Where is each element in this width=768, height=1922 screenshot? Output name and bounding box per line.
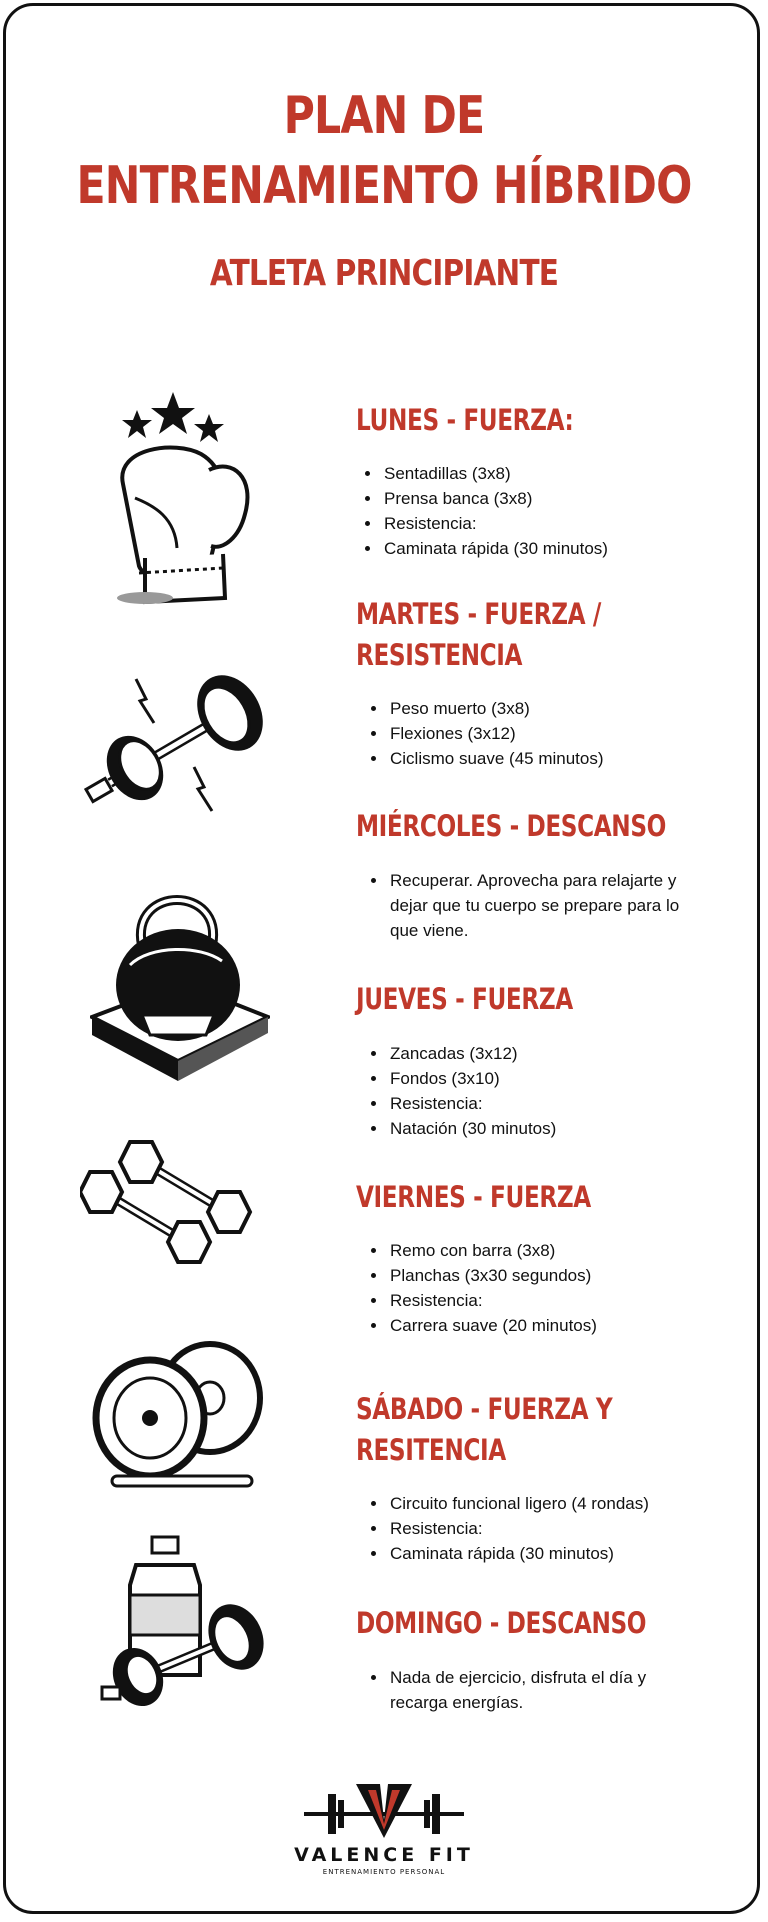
brand-tagline: ENTRENAMIENTO PERSONAL bbox=[322, 1868, 446, 1876]
day-list-wednesday bbox=[366, 868, 688, 943]
list-item: • Recuperar. Aprovecha para relajarte y dejar que tu cuerpo se prepare para lo que viene. bbox=[388, 868, 688, 943]
dumbbells-icon bbox=[80, 1138, 280, 1278]
boxing-glove-icon bbox=[105, 388, 265, 613]
day-title-thursday: JUEVES - FUERZA bbox=[356, 982, 573, 1016]
water-bottle-dumbbell-icon bbox=[100, 1535, 270, 1715]
weight-plates-icon bbox=[92, 1340, 272, 1490]
list-item: • Remo con barra (3x8) bbox=[388, 1238, 597, 1263]
list-item: • Flexiones (3x12) bbox=[388, 721, 604, 746]
page-title-line-1: PLAN DE bbox=[283, 86, 485, 146]
list-item: • Peso muerto (3x8) bbox=[388, 696, 604, 721]
day-list-sunday bbox=[366, 1665, 708, 1715]
day-list-monday bbox=[360, 461, 608, 561]
kettlebell-icon bbox=[90, 875, 270, 1090]
list-item: • Planchas (3x30 segundos) bbox=[388, 1263, 597, 1288]
list-item: • Sentadillas (3x8) bbox=[382, 461, 608, 486]
list-item: • Resistencia: bbox=[388, 1516, 649, 1541]
day-title-friday: VIERNES - FUERZA bbox=[356, 1180, 591, 1214]
day-title-sunday: DOMINGO - DESCANSO bbox=[356, 1606, 647, 1640]
list-item: • Zancadas (3x12) bbox=[388, 1041, 556, 1066]
day-list-saturday bbox=[366, 1491, 649, 1566]
brand-name: VALENCE FIT bbox=[294, 1844, 474, 1866]
page-title-line-2: ENTRENAMIENTO HÍBRIDO bbox=[76, 156, 692, 216]
day-title-tuesday-line-2: RESISTENCIA bbox=[356, 638, 523, 672]
day-list-thursday bbox=[366, 1041, 556, 1141]
day-title-tuesday-line-1: MARTES - FUERZA / bbox=[356, 597, 601, 631]
list-item: • Caminata rápida (30 minutos) bbox=[388, 1541, 649, 1566]
list-item: • Resistencia: bbox=[382, 511, 608, 536]
brand-logo bbox=[284, 1780, 484, 1890]
day-title-saturday-line-2: RESITENCIA bbox=[356, 1433, 506, 1467]
list-item: • Caminata rápida (30 minutos) bbox=[382, 536, 608, 561]
list-item: • Resistencia: bbox=[388, 1288, 597, 1313]
day-title-saturday-line-1: SÁBADO - FUERZA Y bbox=[356, 1392, 613, 1426]
day-title-monday: LUNES - FUERZA: bbox=[356, 403, 574, 437]
barbell-v-logo-icon bbox=[284, 1780, 484, 1844]
list-item: • Nada de ejercicio, disfruta el día y recarga energías. bbox=[388, 1665, 708, 1715]
list-item: • Circuito funcional ligero (4 rondas) bbox=[388, 1491, 649, 1516]
list-item: • Fondos (3x10) bbox=[388, 1066, 556, 1091]
page-subtitle: ATLETA PRINCIPIANTE bbox=[209, 253, 559, 294]
list-item: • Natación (30 minutos) bbox=[388, 1116, 556, 1141]
list-item: • Ciclismo suave (45 minutos) bbox=[388, 746, 604, 771]
barbell-icon bbox=[80, 665, 280, 815]
list-item: • Carrera suave (20 minutos) bbox=[388, 1313, 597, 1338]
day-list-tuesday bbox=[366, 696, 604, 771]
day-title-wednesday: MIÉRCOLES - DESCANSO bbox=[356, 809, 666, 843]
list-item: • Prensa banca (3x8) bbox=[382, 486, 608, 511]
list-item: • Resistencia: bbox=[388, 1091, 556, 1116]
day-list-friday bbox=[366, 1238, 597, 1338]
